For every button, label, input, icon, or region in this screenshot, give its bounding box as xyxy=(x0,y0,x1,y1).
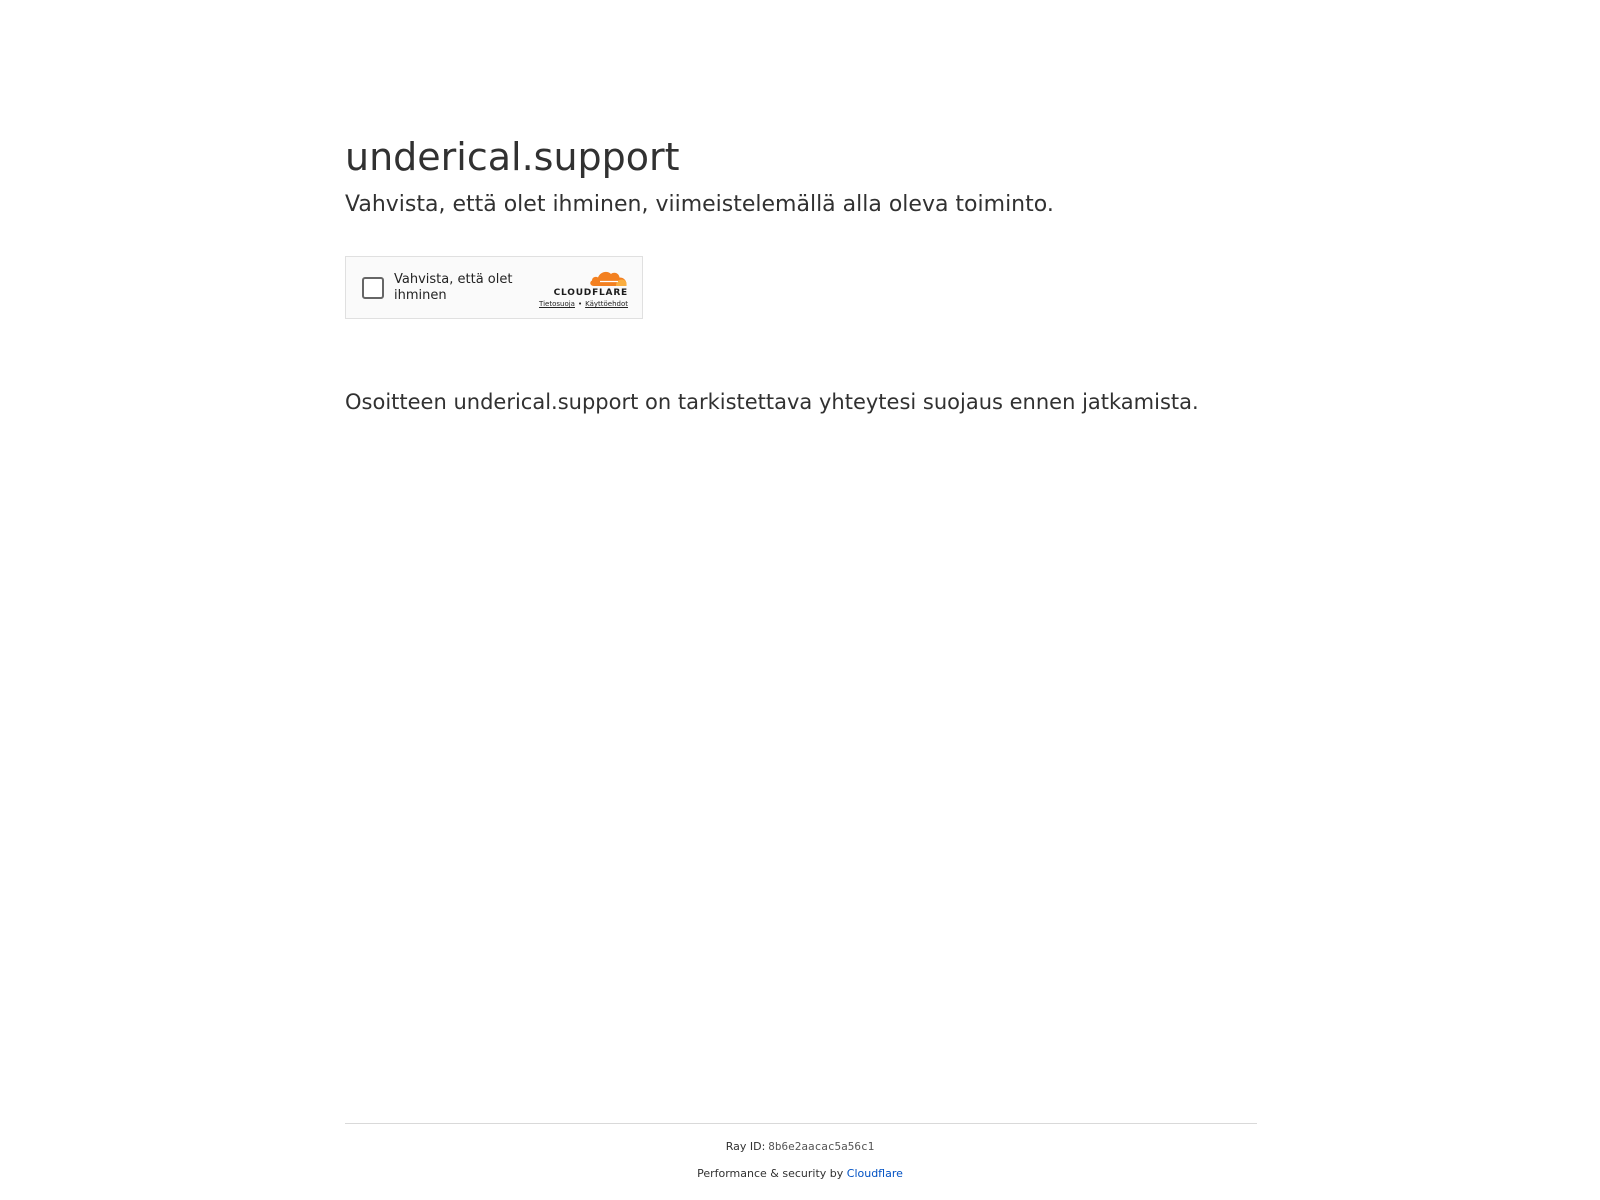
performance-credit xyxy=(0,1166,1600,1182)
widget-links xyxy=(539,300,628,308)
security-check-message: Osoitteen underical.support on tarkistettava yhteytesi suojaus ennen jatkamista. xyxy=(345,390,1199,414)
ray-id-label: Ray ID: xyxy=(725,1140,766,1153)
cloudflare-cloud-icon xyxy=(588,268,628,288)
ray-id-value: 8b6e2aacac5a56c1 xyxy=(768,1140,875,1153)
cloudflare-branding xyxy=(518,268,628,310)
verify-checkbox[interactable] xyxy=(362,277,384,299)
verify-checkbox-label[interactable]: Vahvista, että olet ihminen xyxy=(394,272,513,303)
human-verification-widget xyxy=(345,256,643,319)
link-separator: • xyxy=(577,300,583,308)
page-title: underical.support xyxy=(345,135,680,179)
terms-link[interactable]: Käyttöehdot xyxy=(585,300,628,308)
cloudflare-wordmark: CLOUDFLARE xyxy=(553,288,628,298)
ray-id-line xyxy=(0,1139,1600,1155)
page-subtitle: Vahvista, että olet ihminen, viimeistelemällä alla oleva toiminto. xyxy=(345,192,1054,217)
privacy-link[interactable]: Tietosuoja xyxy=(539,300,575,308)
cloudflare-link[interactable]: Cloudflare xyxy=(846,1167,903,1180)
footer-divider xyxy=(345,1123,1257,1124)
performance-prefix: Performance & security by xyxy=(697,1167,844,1180)
